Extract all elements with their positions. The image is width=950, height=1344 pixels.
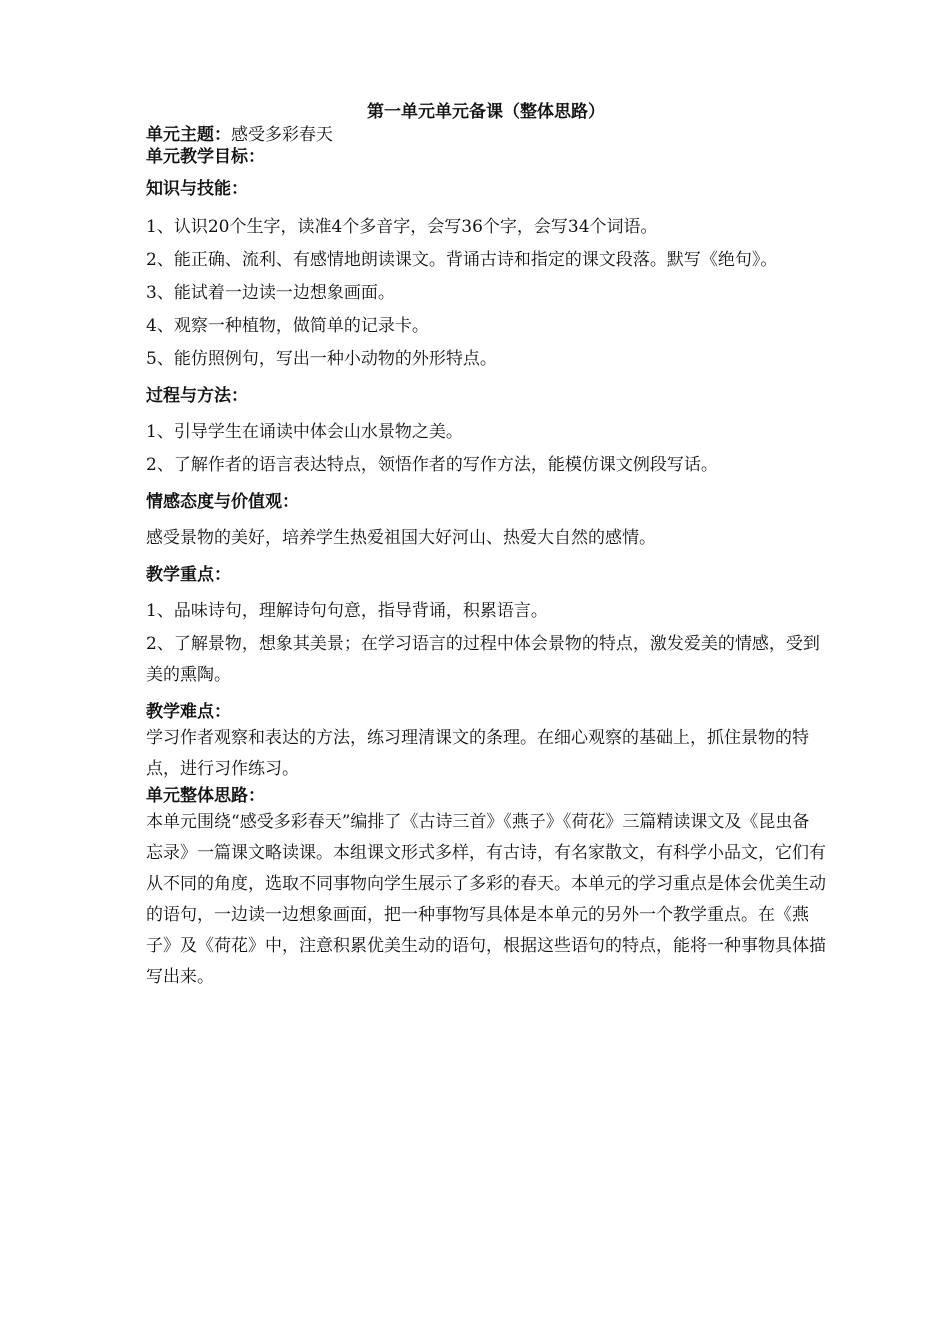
knowledge-item-4: 4、观察一种植物，做简单的记录卡。: [146, 316, 429, 336]
process-item-1: 1、引导学生在诵读中体会山水景物之美。: [146, 422, 463, 442]
knowledge-item-2: 2、能正确、流利、有感情地朗读课文。背诵古诗和指定的课文段落。默写《绝句》。: [146, 250, 778, 270]
knowledge-item-1: 1、认识20个生字，读准4个多音字，会写36个字，会写34个词语。: [146, 217, 658, 237]
overall-heading: 单元整体思路：: [146, 786, 265, 806]
knowledge-item-3: 3、能试着一边读一边想象画面。: [146, 283, 395, 303]
document-title: 第一单元单元备课（整体思路）: [367, 102, 605, 122]
document-page: [146, 100, 826, 993]
knowledge-heading: 知识与技能：: [146, 179, 248, 199]
process-item-2: 2、了解作者的语言表达特点，领悟作者的写作方法，能模仿课文例段写话。: [146, 455, 718, 475]
unit-theme-line: [146, 124, 826, 146]
emotion-text: 感受景物的美好，培养学生热爱祖国大好河山、热爱大自然的感情。: [146, 528, 656, 548]
key-point-item-2: 2、了解景物，想象其美景；在学习语言的过程中体会景物的特点，激发爱美的情感，受到美的熏陶。: [146, 634, 820, 685]
emotion-heading: 情感态度与价值观：: [146, 492, 299, 512]
process-heading: 过程与方法：: [146, 386, 248, 406]
teaching-goals-heading: 单元教学目标：: [146, 147, 265, 167]
difficulties-text: 学习作者观察和表达的方法，练习理清课文的条理。在细心观察的基础上，抓住景物的特点，进行习作练习。: [146, 728, 809, 779]
unit-theme-value: 感受多彩春天: [231, 125, 333, 145]
difficulties-heading: 教学难点：: [146, 702, 231, 722]
unit-theme-label: 单元主题：: [146, 125, 231, 145]
overall-text: 本单元围绕“感受多彩春天”编排了《古诗三首》《燕子》《荷花》三篇精读课文及《昆虫备忘录》一篇课文略读课。本组课文形式多样，有古诗，有名家散文，有科学小品文，它们有从不同的角度，选取不同事物向学生展示了多彩的春天。本单元的学习重点是体会优美生动的语句，一边读一边想象画面，把一种事物写具体是本单元的另外一个教学重点。在《燕子》及《荷花》中，注意积累优美生动的语句，根据这些语句的特点，能将一种事物具体描写出来。: [146, 812, 826, 987]
key-point-item-1: 1、品味诗句，理解诗句句意，指导背诵，积累语言。: [146, 601, 548, 621]
knowledge-item-5: 5、能仿照例句，写出一种小动物的外形特点。: [146, 349, 497, 369]
key-points-heading: 教学重点：: [146, 565, 231, 585]
